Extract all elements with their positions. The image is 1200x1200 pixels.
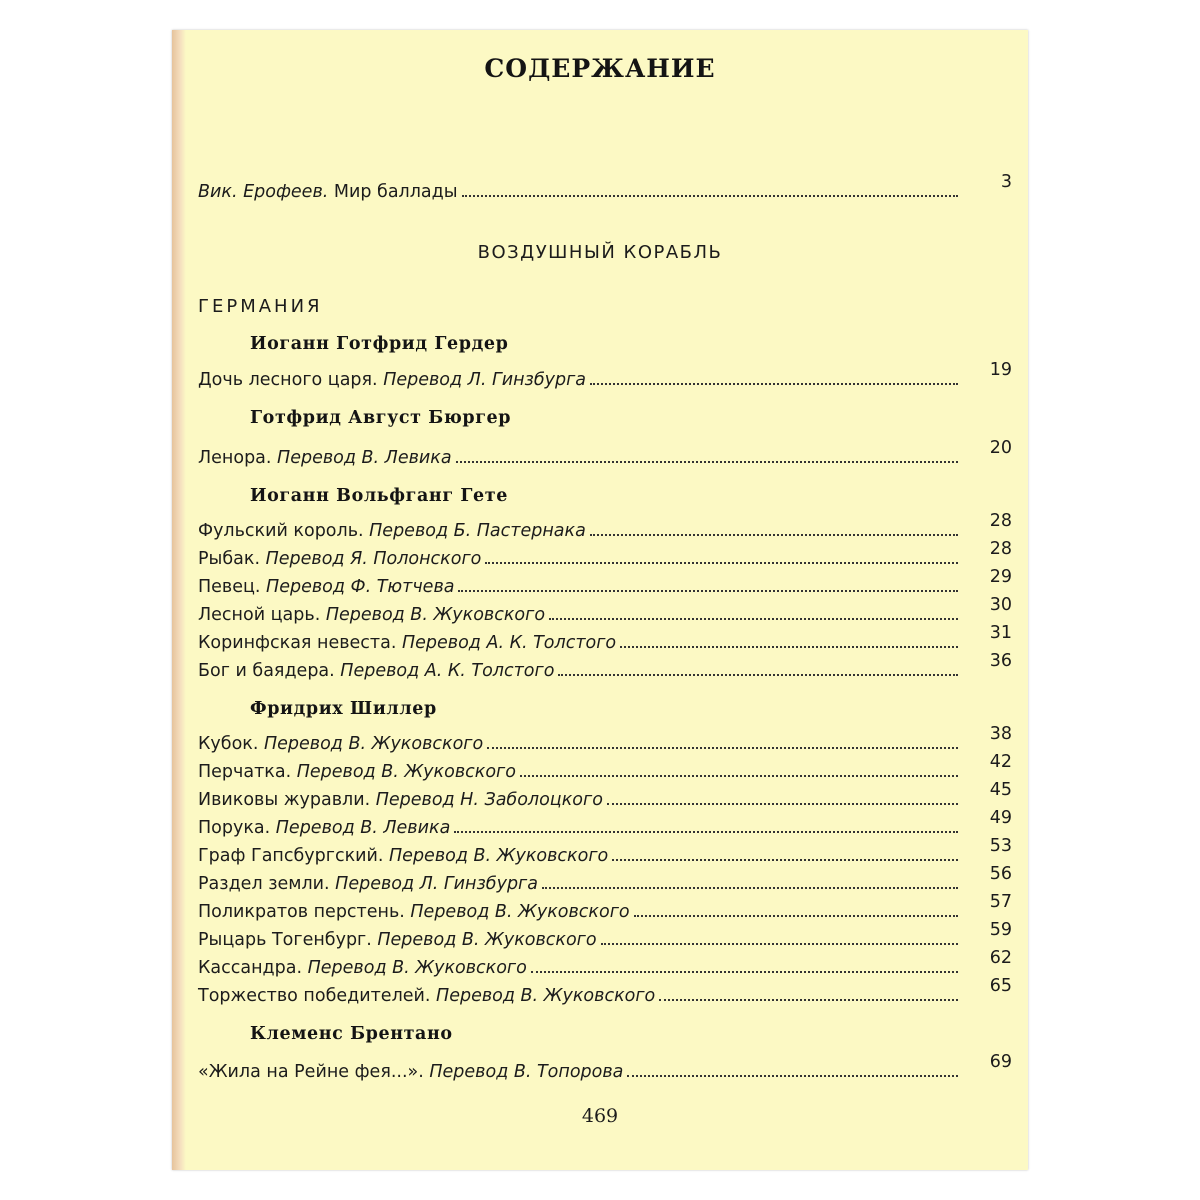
toc-entry-translator: Перевод Я. Полонского — [265, 549, 482, 569]
toc-entry-page: 28 — [989, 539, 1012, 559]
toc-entry — [198, 623, 1012, 653]
toc-entry — [198, 511, 1012, 541]
toc-entry-text — [198, 448, 452, 468]
toc-entry — [198, 360, 1012, 390]
toc-entry-intro — [198, 172, 1012, 202]
toc-entry — [198, 752, 1012, 782]
toc-entry-translator: Перевод В. Топорова — [429, 1062, 624, 1082]
toc-entry — [198, 567, 1012, 597]
dot-leader — [531, 971, 958, 973]
toc-entry — [198, 864, 1012, 894]
toc-entry — [198, 595, 1012, 625]
toc-entry-text — [198, 818, 450, 838]
dot-leader — [487, 747, 958, 749]
section-heading: ВОЗДУШНЫЙ КОРАБЛЬ — [477, 242, 723, 263]
dot-leader — [612, 859, 958, 861]
country-heading: ГЕРМАНИЯ — [198, 296, 323, 317]
toc-entry-text — [198, 846, 608, 866]
toc-entry-work: Коринфская невеста. — [198, 633, 402, 653]
toc-entry-translator: Перевод В. Левика — [275, 818, 451, 838]
toc-entry-work: Торжество победителей. — [198, 986, 437, 1006]
toc-entry-page: 19 — [989, 360, 1012, 380]
toc-entry-text — [198, 605, 545, 625]
author-heading: Фридрих Шиллер — [250, 699, 437, 719]
toc-entry-translator: Перевод В. Жуковского — [307, 958, 527, 978]
toc-entry-work: Дочь лесного царя. — [198, 370, 384, 390]
toc-entry-page: 56 — [989, 864, 1012, 884]
toc-entry-page: 57 — [989, 892, 1012, 912]
dot-leader — [627, 1075, 958, 1077]
dot-leader — [590, 383, 958, 385]
toc-entry-translator: Перевод В. Жуковского — [296, 762, 516, 782]
toc-entry-work: Перчатка. — [198, 762, 297, 782]
dot-leader — [454, 831, 958, 833]
toc-entry-work: Кассандра. — [198, 958, 308, 978]
dot-leader — [520, 775, 958, 777]
toc-entry-translator: Перевод Ф. Тютчева — [266, 577, 455, 597]
toc-entry-text — [198, 577, 454, 597]
dot-leader — [590, 534, 958, 536]
page-title: СОДЕРЖАНИЕ — [484, 54, 716, 83]
toc-entry-text — [198, 182, 458, 202]
toc-entry-work: Мир баллады — [328, 182, 458, 202]
toc-entry-translator: Перевод В. Левика — [277, 448, 452, 468]
toc-entry — [198, 920, 1012, 950]
toc-entry-page: 49 — [989, 808, 1012, 828]
toc-entry-work: Рыцарь Тогенбург. — [198, 930, 378, 950]
dot-leader — [456, 461, 958, 463]
toc-entry-page: 3 — [1000, 172, 1012, 192]
dot-leader — [601, 943, 958, 945]
toc-entry-text — [198, 958, 527, 978]
toc-entry — [198, 948, 1012, 978]
dot-leader — [607, 803, 958, 805]
toc-entry-page: 53 — [989, 836, 1012, 856]
toc-entry-text — [198, 762, 516, 782]
toc-entry-work: Фульский король. — [198, 521, 370, 541]
toc-entry-text — [198, 521, 586, 541]
toc-entry — [198, 976, 1012, 1006]
dot-leader — [542, 887, 958, 889]
toc-entry-work: Поликратов перстень. — [198, 902, 411, 922]
toc-entry-page: 31 — [989, 623, 1012, 643]
toc-entry-translator: Перевод Л. Гинзбурга — [335, 874, 538, 894]
toc-entry-work: «Жила на Рейне фея...». — [198, 1062, 430, 1082]
toc-entry-work: Раздел земли. — [198, 874, 336, 894]
dot-leader — [485, 562, 958, 564]
toc-entry-page: 29 — [989, 567, 1012, 587]
toc-entry-translator: Перевод В. Жуковского — [436, 986, 656, 1006]
toc-entry-text — [198, 874, 538, 894]
toc-entry-translator: Перевод Л. Гинзбурга — [383, 370, 587, 390]
toc-entry-page: 69 — [989, 1052, 1012, 1072]
toc-entry-work: Порука. — [198, 818, 276, 838]
toc-entry-page: 62 — [989, 948, 1012, 968]
toc-entry-page: 36 — [989, 651, 1012, 671]
toc-entry — [198, 539, 1012, 569]
toc-entry — [198, 836, 1012, 866]
dot-leader — [558, 674, 958, 676]
toc-entry-work: Бог и баядера. — [198, 661, 341, 681]
toc-entry — [198, 892, 1012, 922]
toc-entry-work: Ивиковы журавли. — [198, 790, 376, 810]
toc-entry-text — [198, 930, 597, 950]
toc-entry — [198, 808, 1012, 838]
toc-entry-page: 28 — [989, 511, 1012, 531]
toc-entry-page: 45 — [989, 780, 1012, 800]
toc-entry-work: Рыбак. — [198, 549, 266, 569]
toc-entry — [198, 438, 1012, 468]
toc-entry-page: 30 — [989, 595, 1012, 615]
page-spine-edge — [172, 30, 186, 1170]
toc-entry-translator: Перевод В. Жуковского — [410, 902, 630, 922]
page-number: 469 — [581, 1105, 619, 1127]
toc-entry-work: Лесной царь. — [198, 605, 326, 625]
toc-entry — [198, 724, 1012, 754]
toc-entry-translator: Перевод Б. Пастернака — [369, 521, 586, 541]
author-heading: Иоганн Готфрид Гердер — [250, 334, 509, 354]
toc-entry-text — [198, 370, 586, 390]
dot-leader — [549, 618, 958, 620]
toc-entry-translator: Перевод Н. Заболоцкого — [375, 790, 603, 810]
toc-entry-work: Кубок. — [198, 734, 264, 754]
toc-entry-text — [198, 790, 603, 810]
toc-entry-translator: Перевод В. Жуковского — [377, 930, 597, 950]
dot-leader — [462, 195, 958, 197]
toc-entry-translator: Перевод А. К. Толстого — [401, 633, 617, 653]
toc-entry-text — [198, 549, 481, 569]
toc-entry-page: 65 — [989, 976, 1012, 996]
dot-leader — [659, 999, 958, 1001]
toc-entry — [198, 1052, 1012, 1082]
toc-entry-text — [198, 986, 655, 1006]
toc-entry-text — [198, 633, 616, 653]
toc-entry — [198, 780, 1012, 810]
dot-leader — [634, 915, 958, 917]
toc-entry-work: Граф Гапсбургский. — [198, 846, 390, 866]
toc-entry-page: 38 — [989, 724, 1012, 744]
toc-entry-translator: Перевод В. Жуковского — [389, 846, 609, 866]
toc-entry-page: 59 — [989, 920, 1012, 940]
toc-entry-work: Певец. — [198, 577, 267, 597]
toc-entry-text — [198, 1062, 623, 1082]
dot-leader — [458, 590, 958, 592]
author-heading: Готфрид Август Бюргер — [250, 408, 512, 428]
toc-entry-translator: Перевод А. К. Толстого — [340, 661, 555, 681]
dot-leader — [620, 646, 958, 648]
toc-entry-translator: Перевод В. Жуковского — [263, 734, 484, 754]
toc-entry-page: 20 — [989, 438, 1012, 458]
toc-entry-translator: Перевод В. Жуковского — [325, 605, 546, 625]
toc-entry-text — [198, 734, 483, 754]
toc-entry-work: Ленора. — [198, 448, 278, 468]
author-heading: Клеменс Брентано — [250, 1024, 453, 1044]
toc-entry-text — [198, 902, 630, 922]
toc-entry-author: Вик. Ерофеев. — [198, 182, 329, 202]
toc-entry-text — [198, 661, 554, 681]
author-heading: Иоганн Вольфганг Гете — [250, 486, 508, 506]
toc-entry-page: 42 — [989, 752, 1012, 772]
toc-entry — [198, 651, 1012, 681]
